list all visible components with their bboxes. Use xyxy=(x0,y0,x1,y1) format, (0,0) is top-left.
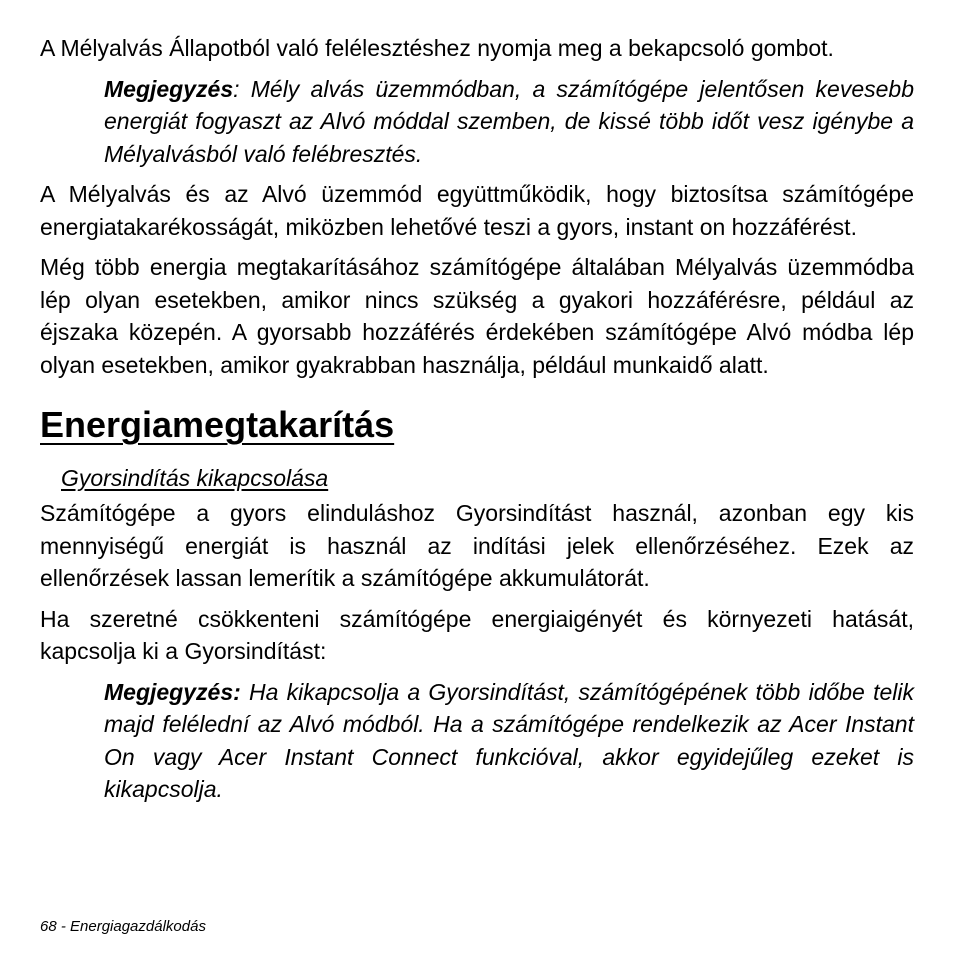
paragraph-energy-saving: Még több energia megtakarításához számítógépe általában Mélyalvás üzemmódba lép olyan esetekben, amikor nincs szükség a gyakori hozzáférésre, például az éjszaka közepén. A gyorsabb hozzáférés érdekében számítógépe Alvó módba lép olyan esetekben, amikor gyakrabban használja, például munkaidő alatt. xyxy=(40,254,914,378)
note-fast-startup xyxy=(104,676,914,806)
document-page xyxy=(40,32,914,814)
paragraph-sleep-modes: A Mélyalvás és az Alvó üzemmód együttműködik, hogy biztosítsa számítógépe energiatakarékosságát, miközben lehetővé teszi a gyors, instant on hozzáférést. xyxy=(40,181,914,240)
paragraph-fast-startup: Számítógépe a gyors elinduláshoz Gyorsindítást használ, azonban egy kis mennyiségű energiát is használ az indítási jelek ellenőrzéséhez. Ezek az ellenőrzések lassan lemerítik a számítógépe akkumulátorát. xyxy=(40,500,914,591)
note-label: Megjegyzés: xyxy=(104,678,241,705)
paragraph-wake-from-deep-sleep: A Mélyalvás Állapotból való felélesztéshez nyomja meg a bekapcsoló gombot. xyxy=(40,35,834,61)
section-heading: Energiamegtakarítás xyxy=(40,404,395,445)
note-text: : Mély alvás üzemmódban, a számítógépe jelentősen kevesebb energiát fogyaszt az Alvó móddal szemben, de kissé több időt vesz igénybe a Mélyalvásból való felébresztés. xyxy=(104,75,914,167)
paragraph-disable-fast-startup: Ha szeretné csökkenteni számítógépe energiaigényét és környezeti hatását, kapcsolja ki a Gyorsindítást: xyxy=(40,605,914,664)
note-deep-sleep xyxy=(104,73,914,171)
note-label: Megjegyzés xyxy=(104,75,234,102)
subheading-fast-startup-off: Gyorsindítás kikapcsolása xyxy=(61,465,329,491)
note-text: Ha kikapcsolja a Gyorsindítást, számítógépének több időbe telik majd felélední az Alvó módból. Ha a számítógépe rendelkezik az Acer Instant On vagy Acer Instant Connect funkcióval, akkor egyidejűleg ezeket is kikapcsolja. xyxy=(104,678,914,802)
page-footer: 68 - Energiagazdálkodás xyxy=(40,918,206,935)
